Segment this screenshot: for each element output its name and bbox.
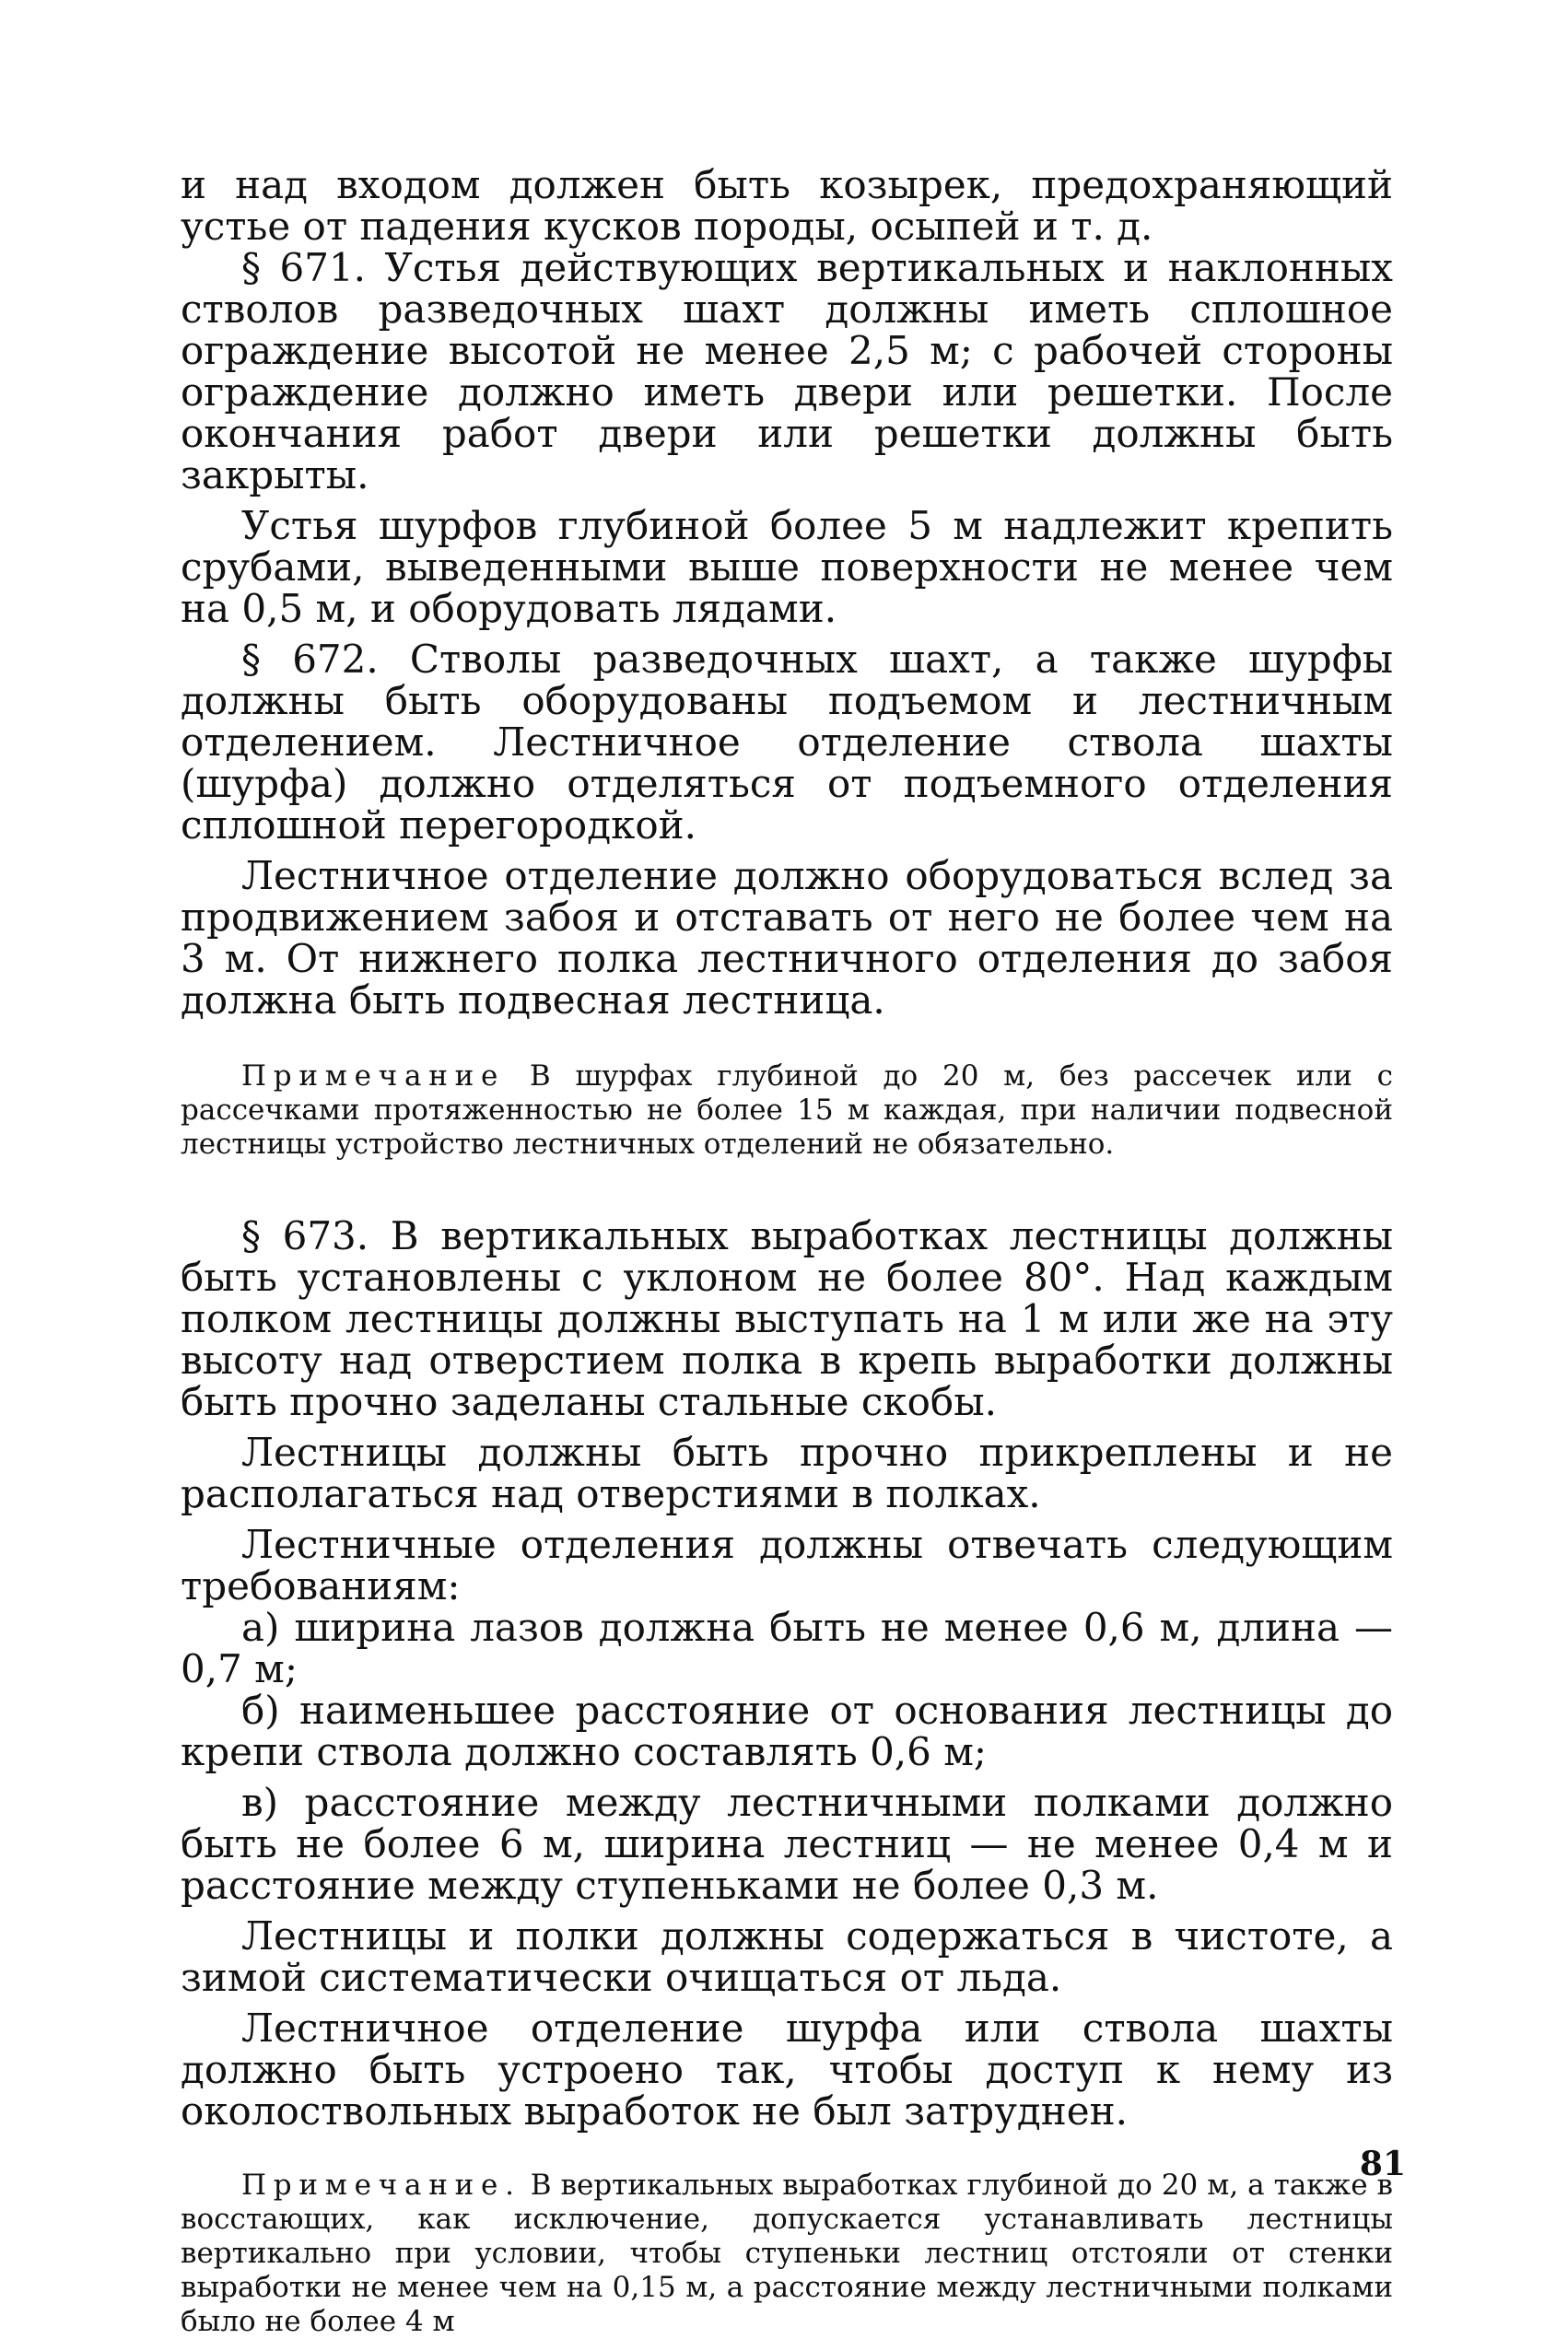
page-number: 81 xyxy=(1359,2145,1406,2183)
paragraph-access: Лестничное отделение шурфа или ствола шахты должно быть устроено так, чтобы доступ к нему из околоствольных выработок не был затруднен. xyxy=(181,2006,1393,2134)
paragraph-672: § 672. Стволы разведочных шахт, а также шурфы должны быть оборудованы подъемом и лестничным отделением. Лестничное отделение ствола шахты (шурфа) должно отделяться от подъемного отделения сплошной перегородкой. xyxy=(181,637,1393,848)
note-label: Примечание. xyxy=(241,2169,521,2202)
paragraph-ladder-fastening: Лестницы должны быть прочно прикреплены и не располагаться над отверстиями в полках. xyxy=(181,1430,1393,1516)
paragraph-requirements-intro: Лестничные отделения должны отвечать следующим требованиям: xyxy=(181,1522,1393,1608)
list-item-a: а) ширина лазов должна быть не менее 0,6 м, длина — 0,7 м; xyxy=(181,1605,1393,1691)
note-text: В вертикальных выработках глубиной до 20 м, а также в восстающих, как исключение, допускается устанавливать лестницы вертикально при условии, чтобы ступеньки лестниц отстояли от стенки выработки не менее чем на 0,15 м, а расстояние между лестничными полками было не более 4 м xyxy=(181,2169,1393,2338)
note-label: Примечание xyxy=(241,1059,506,1093)
page-body xyxy=(181,164,1393,2339)
paragraph-cleanliness: Лестницы и полки должны содержаться в чистоте, а зимой систематически очищаться от льда. xyxy=(181,1913,1393,2000)
paragraph-673: § 673. В вертикальных выработках лестницы должны быть установлены с уклоном не более 80°. Над каждым полком лестницы должны выступать на 1 м или же на эту высоту над отверстием полка в крепь выработки должны быть прочно заделаны стальные скобы. xyxy=(181,1213,1393,1424)
list-item-b: б) наименьшее расстояние от основания лестницы до крепи ствола должно составлять 0,6 м; xyxy=(181,1688,1393,1774)
paragraph-671: § 671. Устья действующих вертикальных и наклонных стволов разведочных шахт должны иметь сплошное ограждение высотой не менее 2,5 м; с рабочей стороны ограждение должно иметь двери или решетки. После окончания работ двери или решетки должны быть закрыты. xyxy=(181,245,1393,497)
note-text: В шурфах глубиной до 20 м, без рассечек или с рассечками протяженностью не более 15 м каждая, при наличии подвесной лестницы устройство лестничных отделений не обязательно. xyxy=(181,1059,1393,1161)
note-first xyxy=(181,1059,1393,1162)
list-item-v: в) расстояние между лестничными полками должно быть не более 6 м, ширина лестниц — не менее 0,4 м и расстояние между ступеньками не более 0,3 м. xyxy=(181,1780,1393,1908)
paragraph-shurf-mouths: Устья шурфов глубиной более 5 м надлежит крепить срубами, выведенными выше поверхности не менее чем на 0,5 м, и оборудовать лядами. xyxy=(181,503,1393,631)
paragraph-ladder-compartment: Лестничное отделение должно оборудоваться вслед за продвижением забоя и отставать от него не более чем на 3 м. От нижнего полка лестничного отделения до забоя должна быть подвесная лестница. xyxy=(181,853,1393,1023)
paragraph-continuation: и над входом должен быть козырек, предохраняющий устье от падения кусков породы, осыпей и т. д. xyxy=(181,162,1393,249)
note-second xyxy=(181,2169,1393,2339)
